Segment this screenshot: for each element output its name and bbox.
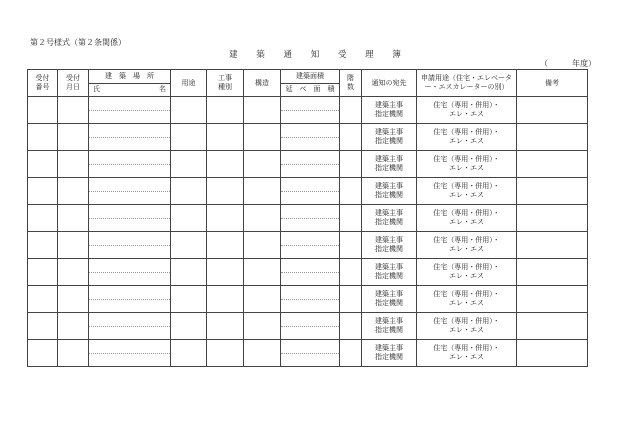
area-cell[interactable] [281, 124, 340, 151]
table-row [28, 313, 588, 340]
work-type-cell[interactable] [207, 178, 244, 205]
usage-cell[interactable] [171, 286, 207, 313]
header-application-usage [417, 70, 517, 97]
header-owner-left: 氏 [93, 85, 100, 94]
application-usage-cell[interactable] [417, 232, 517, 259]
location-owner-cell[interactable] [89, 151, 171, 178]
usage-cell[interactable] [171, 151, 207, 178]
receipt-no-cell[interactable] [28, 124, 58, 151]
receipt-no-cell[interactable] [28, 286, 58, 313]
table-row [28, 205, 588, 232]
location-owner-cell[interactable] [89, 259, 171, 286]
header-text: 種別 [218, 83, 232, 91]
floors-cell[interactable] [340, 178, 362, 205]
remarks-cell[interactable] [517, 340, 588, 367]
notice-line-1: 建築主事 [375, 182, 403, 191]
notice-line-1: 建築主事 [375, 344, 403, 353]
receipt-date-cell[interactable] [58, 259, 89, 286]
app-line-2: エレ・エス [449, 245, 484, 253]
app-line-2: エレ・エス [449, 137, 484, 145]
notice-line-2: 指定機関 [375, 272, 403, 280]
receipt-no-cell[interactable] [28, 178, 58, 205]
receipt-date-cell[interactable] [58, 205, 89, 232]
table-row [28, 151, 588, 178]
app-line-2: エレ・エス [449, 353, 484, 361]
work-type-cell[interactable] [207, 340, 244, 367]
app-line-1: 住宅（専用・併用）・ [433, 290, 500, 299]
year-label: 年度） [572, 59, 596, 68]
location-owner-cell[interactable] [89, 205, 171, 232]
notice-line-2: 指定機関 [375, 299, 403, 307]
header-text: 工事 [218, 74, 232, 83]
receipt-date-cell[interactable] [58, 151, 89, 178]
app-line-2: エレ・エス [449, 164, 484, 172]
usage-cell[interactable] [171, 124, 207, 151]
app-line-1: 住宅（専用・併用）・ [433, 182, 500, 191]
location-owner-cell[interactable] [89, 97, 171, 124]
header-receipt-no [28, 70, 58, 97]
application-usage-cell[interactable] [417, 286, 517, 313]
remarks-cell[interactable] [517, 286, 588, 313]
area-cell[interactable] [281, 259, 340, 286]
notice-line-2: 指定機関 [375, 191, 403, 199]
app-line-2: エレ・エス [449, 272, 484, 280]
header-text: 数 [347, 83, 354, 91]
receipt-date-cell[interactable] [58, 124, 89, 151]
notice-to-cell[interactable] [362, 286, 417, 313]
location-owner-cell[interactable] [89, 340, 171, 367]
area-cell[interactable] [281, 151, 340, 178]
title-char: 理 [365, 50, 374, 60]
receipt-date-cell[interactable] [58, 313, 89, 340]
notice-to-cell[interactable] [362, 232, 417, 259]
table-row [28, 340, 588, 367]
location-owner-cell[interactable] [89, 286, 171, 313]
floors-cell[interactable] [340, 259, 362, 286]
app-line-2: エレ・エス [449, 110, 484, 118]
notice-line-1: 建築主事 [375, 128, 403, 137]
notice-line-1: 建築主事 [375, 236, 403, 245]
structure-cell[interactable] [244, 313, 281, 340]
app-line-1: 住宅（専用・併用）・ [433, 101, 500, 110]
header-text: 申請用途（住宅・エレベータ [421, 74, 512, 83]
header-owner-right: 名 [159, 85, 166, 94]
work-type-cell[interactable] [207, 151, 244, 178]
usage-cell[interactable] [171, 259, 207, 286]
notice-line-2: 指定機関 [375, 110, 403, 118]
header-location: 建 築 場 所 [89, 70, 171, 84]
notice-line-1: 建築主事 [375, 209, 403, 218]
header-total-floor-area: 延 べ 面 積 [281, 83, 340, 97]
app-line-1: 住宅（専用・併用）・ [433, 344, 500, 353]
remarks-cell[interactable] [517, 178, 588, 205]
structure-cell[interactable] [244, 232, 281, 259]
notice-line-2: 指定機関 [375, 353, 403, 361]
header-work-type [207, 70, 244, 97]
structure-cell[interactable] [244, 178, 281, 205]
work-type-cell[interactable] [207, 97, 244, 124]
table-row [28, 286, 588, 313]
usage-cell[interactable] [171, 313, 207, 340]
remarks-cell[interactable] [517, 313, 588, 340]
title-char: 通 [283, 50, 293, 60]
floors-cell[interactable] [340, 313, 362, 340]
remarks-cell[interactable] [517, 259, 588, 286]
receipt-no-cell[interactable] [28, 259, 58, 286]
notice-to-cell[interactable] [362, 205, 417, 232]
header-text: 受付 [66, 74, 80, 83]
application-usage-cell[interactable] [417, 151, 517, 178]
area-cell[interactable] [281, 205, 340, 232]
title-char: 知 [310, 50, 320, 60]
work-type-cell[interactable] [207, 205, 244, 232]
location-owner-cell[interactable] [89, 232, 171, 259]
app-line-1: 住宅（専用・併用）・ [433, 128, 500, 137]
notice-to-cell[interactable] [362, 151, 417, 178]
app-line-2: エレ・エス [449, 299, 484, 307]
application-usage-cell[interactable] [417, 178, 517, 205]
title-char: 簿 [392, 50, 401, 60]
work-type-cell[interactable] [207, 124, 244, 151]
notice-line-1: 建築主事 [375, 155, 403, 164]
area-cell[interactable] [281, 286, 340, 313]
receipt-date-cell[interactable] [58, 232, 89, 259]
notice-line-2: 指定機関 [375, 137, 403, 145]
notice-to-cell[interactable] [362, 178, 417, 205]
table-row [28, 259, 588, 286]
location-owner-cell[interactable] [89, 124, 171, 151]
app-line-2: エレ・エス [449, 218, 484, 226]
app-line-1: 住宅（専用・併用）・ [433, 263, 500, 272]
location-owner-cell[interactable] [89, 313, 171, 340]
app-line-2: エレ・エス [449, 326, 484, 334]
registry-table [27, 69, 588, 367]
notice-line-1: 建築主事 [375, 263, 403, 272]
area-cell[interactable] [281, 313, 340, 340]
floors-cell[interactable] [340, 97, 362, 124]
application-usage-cell[interactable] [417, 340, 517, 367]
floors-cell[interactable] [340, 340, 362, 367]
structure-cell[interactable] [244, 286, 281, 313]
table-row [28, 232, 588, 259]
app-line-2: エレ・エス [449, 191, 484, 199]
notice-to-cell[interactable] [362, 124, 417, 151]
header-text: 受付 [35, 74, 50, 83]
notice-line-1: 建築主事 [375, 317, 403, 326]
header-text: ー・エスカレーターの別） [424, 83, 509, 91]
structure-cell[interactable] [244, 205, 281, 232]
notice-line-1: 建築主事 [375, 101, 403, 110]
work-type-cell[interactable] [207, 232, 244, 259]
usage-cell[interactable] [171, 178, 207, 205]
structure-cell[interactable] [244, 259, 281, 286]
header-receipt-date [58, 70, 89, 97]
header-text: 番号 [35, 83, 50, 91]
application-usage-cell[interactable] [417, 124, 517, 151]
page-title [0, 48, 630, 60]
work-type-cell[interactable] [207, 313, 244, 340]
usage-cell[interactable] [171, 97, 207, 124]
table-row [28, 178, 588, 205]
application-usage-cell[interactable] [417, 97, 517, 124]
work-type-cell[interactable] [207, 259, 244, 286]
area-cell[interactable] [281, 232, 340, 259]
application-usage-cell[interactable] [417, 259, 517, 286]
usage-cell[interactable] [171, 340, 207, 367]
remarks-cell[interactable] [517, 205, 588, 232]
structure-cell[interactable] [244, 340, 281, 367]
receipt-date-cell[interactable] [58, 178, 89, 205]
remarks-cell[interactable] [517, 232, 588, 259]
receipt-no-cell[interactable] [28, 313, 58, 340]
header-structure: 構造 [244, 70, 281, 97]
structure-cell[interactable] [244, 97, 281, 124]
notice-line-2: 指定機関 [375, 218, 403, 226]
header-notice-to: 通知の宛先 [362, 70, 417, 97]
receipt-no-cell[interactable] [28, 232, 58, 259]
app-line-1: 住宅（専用・併用）・ [433, 236, 500, 245]
table-row [28, 97, 588, 124]
floors-cell[interactable] [340, 205, 362, 232]
notice-line-2: 指定機関 [375, 245, 403, 253]
header-text: 階 [347, 74, 354, 83]
receipt-no-cell[interactable] [28, 340, 58, 367]
header-owner-name [89, 83, 171, 97]
app-line-1: 住宅（専用・併用）・ [433, 155, 500, 164]
header-building-area: 建築面積 [281, 70, 340, 84]
area-cell[interactable] [281, 97, 340, 124]
table-row [28, 124, 588, 151]
floors-cell[interactable] [340, 286, 362, 313]
receipt-no-cell[interactable] [28, 97, 58, 124]
header-remarks: 備考 [517, 70, 588, 97]
app-line-1: 住宅（専用・併用）・ [433, 209, 500, 218]
usage-cell[interactable] [171, 205, 207, 232]
notice-to-cell[interactable] [362, 313, 417, 340]
remarks-cell[interactable] [517, 151, 588, 178]
receipt-no-cell[interactable] [28, 205, 58, 232]
usage-cell[interactable] [171, 232, 207, 259]
registry-rows [28, 97, 588, 367]
work-type-cell[interactable] [207, 286, 244, 313]
area-cell[interactable] [281, 178, 340, 205]
receipt-date-cell[interactable] [58, 340, 89, 367]
floors-cell[interactable] [340, 151, 362, 178]
floors-cell[interactable] [340, 124, 362, 151]
structure-cell[interactable] [244, 124, 281, 151]
notice-line-2: 指定機関 [375, 326, 403, 334]
header-floors [340, 70, 362, 97]
notice-line-2: 指定機関 [375, 164, 403, 172]
notice-to-cell[interactable] [362, 340, 417, 367]
notice-to-cell[interactable] [362, 259, 417, 286]
app-line-1: 住宅（専用・併用）・ [433, 317, 500, 326]
header-usage: 用途 [171, 70, 207, 97]
floors-cell[interactable] [340, 232, 362, 259]
header-text: 月日 [66, 83, 80, 91]
area-cell[interactable] [281, 340, 340, 367]
location-owner-cell[interactable] [89, 178, 171, 205]
form-id: 第２号様式（第２条関係） [30, 38, 126, 47]
title-char: 建 [229, 50, 238, 60]
notice-to-cell[interactable] [362, 97, 417, 124]
receipt-no-cell[interactable] [28, 151, 58, 178]
structure-cell[interactable] [244, 151, 281, 178]
year-open-paren: （ [540, 59, 548, 68]
application-usage-cell[interactable] [417, 205, 517, 232]
receipt-date-cell[interactable] [58, 286, 89, 313]
notice-line-1: 建築主事 [375, 290, 403, 299]
title-char: 築 [256, 50, 265, 60]
receipt-date-cell[interactable] [58, 97, 89, 124]
remarks-cell[interactable] [517, 97, 588, 124]
application-usage-cell[interactable] [417, 313, 517, 340]
title-char: 受 [337, 50, 347, 60]
remarks-cell[interactable] [517, 124, 588, 151]
